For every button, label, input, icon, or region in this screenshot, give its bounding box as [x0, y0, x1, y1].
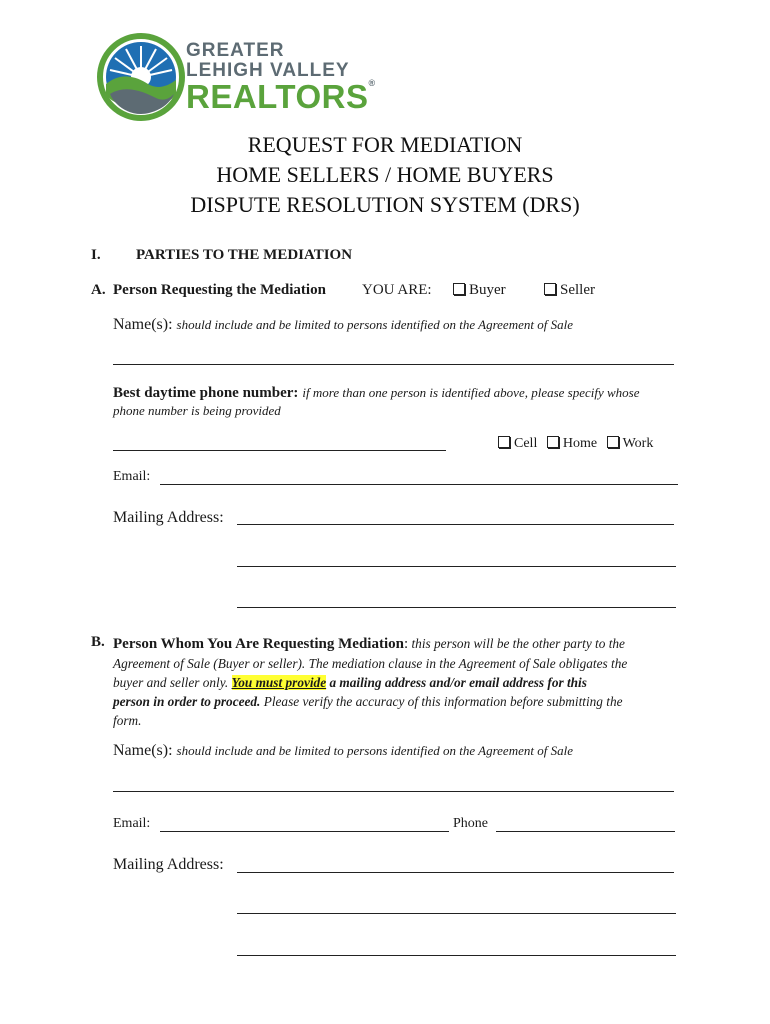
logo-line-greater: GREATER — [186, 40, 285, 61]
title-line-1: REQUEST FOR MEDIATION — [247, 132, 523, 157]
phone-note-2: phone number is being provided — [113, 403, 281, 418]
work-label: Work — [622, 436, 654, 451]
buyer-checkbox[interactable] — [453, 283, 465, 295]
logo-line-lehigh-valley: LEHIGH VALLEY — [186, 60, 350, 81]
part-a-address-line-1[interactable] — [237, 524, 674, 525]
home-checkbox[interactable] — [547, 436, 559, 448]
buyer-option[interactable] — [453, 282, 506, 299]
part-a-phone-field[interactable] — [113, 450, 446, 451]
part-b-email-field[interactable] — [160, 831, 449, 832]
buyer-label: Buyer — [469, 282, 506, 298]
part-b-address-line-3[interactable] — [237, 955, 676, 956]
cell-label: Cell — [514, 436, 538, 451]
part-b-text-1: this person will be the other party to the — [408, 636, 625, 651]
title-line-3: DISPUTE RESOLUTION SYSTEM (DRS) — [190, 192, 580, 217]
cell-checkbox[interactable] — [498, 436, 510, 448]
section-number: I. — [91, 247, 101, 263]
part-a-address-label: Mailing Address: — [113, 509, 224, 526]
part-b-paragraph — [113, 634, 673, 730]
part-b-names-note: should include and be limited to persons identified on the Agreement of Sale — [176, 743, 573, 758]
part-b-text-5: form. — [113, 713, 142, 728]
part-b-text-4b: Please verify the accuracy of this information before submitting the — [260, 694, 623, 709]
part-a-names-field[interactable] — [113, 364, 674, 365]
work-checkbox[interactable] — [607, 436, 619, 448]
part-b-names-label: Name(s): — [113, 742, 173, 759]
part-a-heading: Person Requesting the Mediation — [113, 282, 326, 298]
part-b-address-label: Mailing Address: — [113, 856, 224, 873]
part-b-text-2: Agreement of Sale (Buyer or seller). The mediation clause in the Agreement of Sale obligates the — [113, 656, 628, 671]
cell-option[interactable] — [498, 436, 537, 451]
you-are-label: YOU ARE: — [362, 282, 432, 298]
logo-registered-mark: ® — [368, 78, 376, 88]
part-b-email-label: Email: — [113, 816, 151, 831]
logo — [96, 32, 386, 124]
phone-type-options — [498, 436, 653, 452]
part-b-address-line-1[interactable] — [237, 872, 674, 873]
logo-line-realtors — [186, 78, 376, 116]
part-b-text-4a: person in order to proceed. — [113, 694, 261, 709]
part-b-text-3b: a mailing address and/or email address for this — [326, 675, 587, 690]
names-label: Name(s): — [113, 316, 173, 333]
section-heading: PARTIES TO THE MEDIATION — [136, 247, 353, 263]
part-b-names-field[interactable] — [113, 791, 674, 792]
names-note: should include and be limited to persons identified on the Agreement of Sale — [176, 317, 573, 332]
part-b-colon: : — [403, 636, 409, 652]
part-a-email-label: Email: — [113, 469, 151, 484]
part-a-address-line-2[interactable] — [237, 566, 676, 567]
part-b-highlight: You must provide — [231, 675, 327, 690]
part-b-letter: B. — [91, 634, 105, 650]
part-a-names-label-row — [113, 316, 573, 334]
phone-note-1: if more than one person is identified above, please specify whose — [302, 385, 640, 400]
seller-checkbox[interactable] — [544, 283, 556, 295]
logo-emblem-icon — [96, 32, 186, 122]
part-a-letter: A. — [91, 282, 106, 298]
part-b-line-3 — [113, 673, 673, 692]
seller-label: Seller — [560, 282, 595, 298]
part-b-address-line-2[interactable] — [237, 913, 676, 914]
home-label: Home — [562, 436, 598, 451]
part-a-address-line-3[interactable] — [237, 607, 676, 608]
part-b-names-label-row — [113, 742, 573, 760]
title-line-2: HOME SELLERS / HOME BUYERS — [216, 162, 554, 187]
part-b-line-4 — [113, 692, 673, 711]
phone-label-row — [113, 384, 640, 402]
home-option[interactable] — [547, 436, 597, 451]
part-b-text-3a: buyer and seller only. — [113, 675, 232, 690]
part-a-email-field[interactable] — [160, 484, 678, 485]
part-b-phone-label: Phone — [453, 816, 488, 831]
phone-label: Best daytime phone number: — [113, 385, 299, 401]
part-b-phone-field[interactable] — [496, 831, 675, 832]
seller-option[interactable] — [544, 282, 595, 299]
work-option[interactable] — [607, 436, 654, 451]
part-b-heading: Person Whom You Are Requesting Mediation — [113, 636, 404, 652]
logo-realtors-text: REALTORS — [186, 78, 369, 115]
part-b-line-1 — [113, 634, 673, 654]
